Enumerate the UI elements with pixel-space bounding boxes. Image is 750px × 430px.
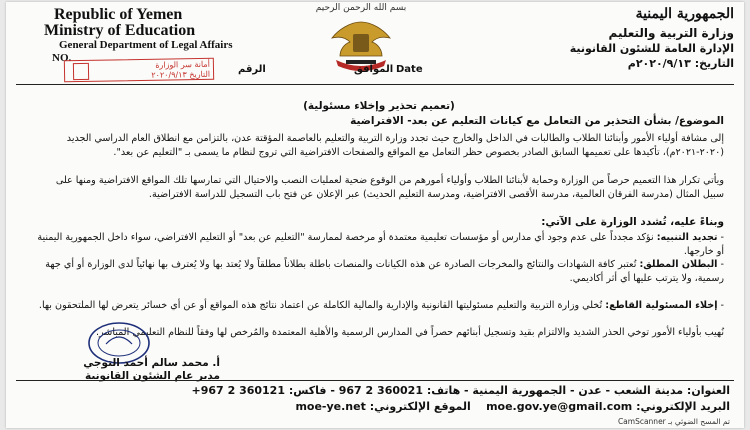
- header-ministry-en: Ministry of Education: [44, 22, 196, 39]
- header-country-en: Republic of Yemen: [54, 6, 183, 23]
- item1-text: نؤكد مجدداً على عدم وجود أي مدارس أو مؤسسات تعليمية معتمدة أو مرخصة لممارسة "التعليم عن بعد" أو التعليم الافتراضي، سواء داخل الجمهورية اليمنية أو خارجها.: [37, 232, 724, 257]
- stamp-box: [73, 63, 89, 80]
- header-department-en: General Department of Legal Affairs: [59, 39, 233, 51]
- email-link[interactable]: moe.gov.ye@gmail.com: [486, 400, 633, 413]
- letter-title: (تعميم تحذير وإخلاء مسئولية): [303, 100, 455, 112]
- header-country-ar: الجمهورية اليمنية: [635, 6, 734, 22]
- header-department-ar: الإدارة العامة للشئون القانونية: [569, 42, 734, 55]
- scanner-watermark: تم المسح الضوئي بـ CamScanner: [617, 417, 730, 426]
- ref-label-ar: الرقم: [238, 64, 266, 75]
- paragraph-reason: ويأتي تكرار هذا التعميم حرصاً من الوزارة وحماية لأبنائنا الطلاب وأولياء أمورهم من الوقوع ضحية لعمليات النصب والاحتيال التي تمارسها تلك المواقع الافتراضية ومنها على سبيل المثال (مدرسة الفرقان العالمية، مدرسة الأقصى الافتراضية، ومدرسة التعليم الحديث) عبر الإعلان عن فتح باب التسجيل للدراسة الافتراضية.: [55, 175, 724, 200]
- date-label-en: Date: [396, 64, 423, 75]
- email-label: البريد الإلكتروني:: [636, 400, 730, 413]
- footer-address: العنوان: مدينة الشعب - عدن - الجمهورية اليمنية - هاتف: 360021 2 967 - فاكس: 360121 2 967+: [191, 384, 730, 397]
- basmala: بسم الله الرحمن الرحيم: [315, 3, 407, 13]
- list-item: - البطلان المطلق: تُعتبر كافة الشهادات والنتائج والمخرجات الصادرة عن هذه الكيانات والمنصات باطلة بطلاناً مطلقاً ولا يُعتد بها ولا يُعترف بها نهائياً لدى الوزارة أو أي جهة رسمية، ولا يترتب عليها أي أثر أكاديمي.: [45, 259, 724, 284]
- signer-title: مدير عام الشئون القانونية: [84, 370, 220, 382]
- header-date-ar: التاريخ: ٢٠٢٠/٩/١٣م: [627, 57, 734, 70]
- registry-stamp: [64, 58, 214, 83]
- paragraph-intro: إلى مشافة أولياء الأمور وأبنائنا الطلاب والطالبات في الداخل والخارج حيث تجدد وزارة التربية والتعليم بالعاصمة المؤقتة عدن، بالتزامن مع انطلاق العام الدراسي الجديد (٢٠٢٠-٢٠٢١م)، تأكيدها على تعميمها السابق الصادر بخصوص حظر التعامل مع المواقع والصفحات الافتراضية التي تروج لنظام ما يسمى بـ "التعليم عن بعد".: [66, 133, 724, 158]
- item3-heading: إخلاء المسئولية القاطع:: [605, 300, 718, 311]
- list-item: - إخلاء المسئولية القاطع: تُخلي وزارة التربية والتعليم مسئوليتها القانونية والإدارية والمالية الكاملة عن اعتماد نتائج هذه المواقع أو عن أي خسائر يتعرض لها الملتحقون بها.: [38, 300, 724, 311]
- header-divider: [16, 84, 734, 85]
- letter-subject: الموضوع/ بشأن التحذير من التعامل مع كيانات التعليم عن بعد- الافتراضية: [350, 115, 724, 127]
- stamp-line2: التاريخ ٢٠٢٠/٩/١٣: [151, 69, 211, 80]
- header-english: [14, 6, 264, 64]
- item2-heading: البطلان المطلق:: [639, 259, 718, 270]
- website-link[interactable]: moe-ye.net: [295, 400, 366, 413]
- footer-contacts: [20, 400, 730, 413]
- date-label-ar: الموافق: [354, 64, 394, 75]
- header-arabic: [484, 6, 734, 70]
- item3-text: تُخلي وزارة التربية والتعليم مسئوليتها القانونية والإدارية والمالية الكاملة عن اعتماد نتائج هذه المواقع أو عن أي خسائر يتعرض لها الملتحقون بها.: [38, 300, 603, 311]
- letter-page: [6, 2, 744, 428]
- site-label: الموقع الإلكتروني:: [369, 400, 471, 413]
- footer-divider: [16, 380, 734, 381]
- signer-name: أ. محمد سالم أحمد التوجي: [83, 357, 220, 369]
- item1-heading: تجديد التنبيه:: [656, 232, 718, 243]
- paragraph-closing: نُهيب بأولياء الأمور توخي الحذر الشديد والالتزام بقيد وتسجيل أبنائهم حصراً في المدارس الرسمية والأهلية المعتمدة والمُرخص لها وفقاً للنظام التعليمي المباشر.: [95, 327, 724, 338]
- item2-text: تُعتبر كافة الشهادات والنتائج والمخرجات الصادرة عن هذه الكيانات والمنصات باطلة بطلاناً مطلقاً ولا يُعتد بها ولا يُعترف بها نهائياً لدى الوزارة أو أي جهة رسمية، ولا يترتب عليها أي أثر أكاديمي.: [45, 259, 724, 284]
- stamp-line1: أمانة سر الوزارة: [155, 59, 210, 70]
- paragraph-lead: وبناءً عليه، تُشدد الوزارة على الآتي:: [541, 216, 724, 228]
- header-ref-en: NO.: [52, 52, 72, 64]
- header-ministry-ar: وزارة التربية والتعليم: [608, 26, 734, 40]
- list-item: - تجديد التنبيه: نؤكد مجدداً على عدم وجود أي مدارس أو مؤسسات تعليمية معتمدة أو مرخصة لممارسة "التعليم عن بعد" أو التعليم الافتراضي، سواء داخل الجمهورية اليمنية أو خارجها.: [37, 232, 724, 257]
